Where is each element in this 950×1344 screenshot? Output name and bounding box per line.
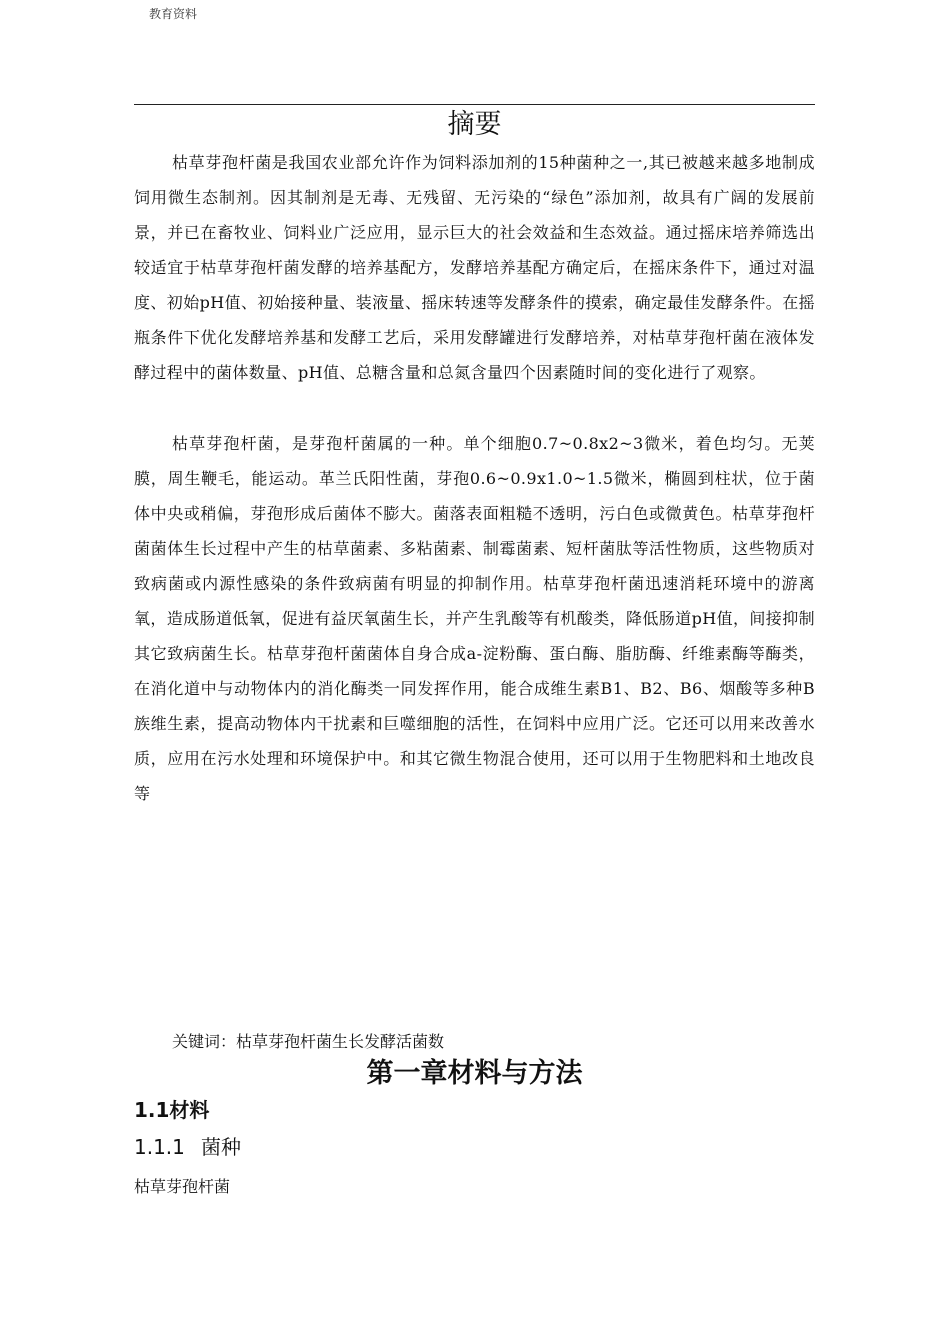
abstract-paragraph-2: 枯草芽孢杆菌，是芽孢杆菌属的一种。单个细胞0.7~0.8x2~3微米，着色均匀。无荚膜，周生鞭毛，能运动。革兰氏阳性菌，芽孢0.6~0.9x1.0~1.5微米，椭圆到柱状，位于菌体中央或稍偏，芽孢形成后菌体不膨大。菌落表面粗糙不透明，污白色或微黄色。枯草芽孢杆菌菌体生长过程中产生的枯草菌素、多粘菌素、制霉菌素、短杆菌肽等活性物质，这些物质对致病菌或内源性感染的条件致病菌有明显的抑制作用。枯草芽孢杆菌迅速消耗环境中的游离氧，造成肠道低氧，促进有益厌氧菌生长，并产生乳酸等有机酸类，降低肠道pH值，间接抑制其它致病菌生长。枯草芽孢杆菌菌体自身合成a-淀粉酶、蛋白酶、脂肪酶、纤维素酶等酶类，在消化道中与动物体内的消化酶类一同发挥作用，能合成维生素B1、B2、B6、烟酸等多种B族维生素，提高动物体内干扰素和巨噬细胞的活性，在饲料中应用广泛。它还可以用来改善水质，应用在污水处理和环境保护中。和其它微生物混合使用，还可以用于生物肥料和土地改良等 xyxy=(134,434,815,803)
abstract-title: 摘要 xyxy=(447,109,502,140)
subsection-number: 1.1.1 xyxy=(134,1135,185,1159)
header-divider xyxy=(134,104,815,105)
header-note: 教育资料 xyxy=(149,7,198,21)
chapter-title: 第一章材料与方法 xyxy=(366,1058,583,1089)
abstract-paragraph-1: 枯草芽孢杆菌是我国农业部允许作为饲料添加剂的15种菌种之一,其已被越来越多地制成饲用微生态制剂。因其制剂是无毒、无残留、无污染的“绿色”添加剂，故具有广阔的发展前景，并已在畜牧业、饲料业广泛应用，显示巨大的社会效益和生态效益。通过摇床培养筛选出较适宜于枯草芽孢杆菌发酵的培养基配方，发酵培养基配方确定后，在摇床条件下，通过对温度、初始pH值、初始接种量、装液量、摇床转速等发酵条件的摸索，确定最佳发酵条件。在摇瓶条件下优化发酵培养基和发酵工艺后，采用发酵罐进行发酵培养，对枯草芽孢杆菌在液体发酵过程中的菌体数量、pH值、总糖含量和总氮含量四个因素随时间的变化进行了观察。 xyxy=(134,153,815,382)
section-title: 1.1材料 xyxy=(134,1098,210,1122)
subsection-title: 菌种 xyxy=(201,1135,241,1159)
strain-name: 枯草芽孢杆菌 xyxy=(134,1177,231,1196)
keywords: 关键词：枯草芽孢杆菌生长发酵活菌数 xyxy=(172,1032,445,1051)
subsection-heading xyxy=(134,1132,241,1162)
